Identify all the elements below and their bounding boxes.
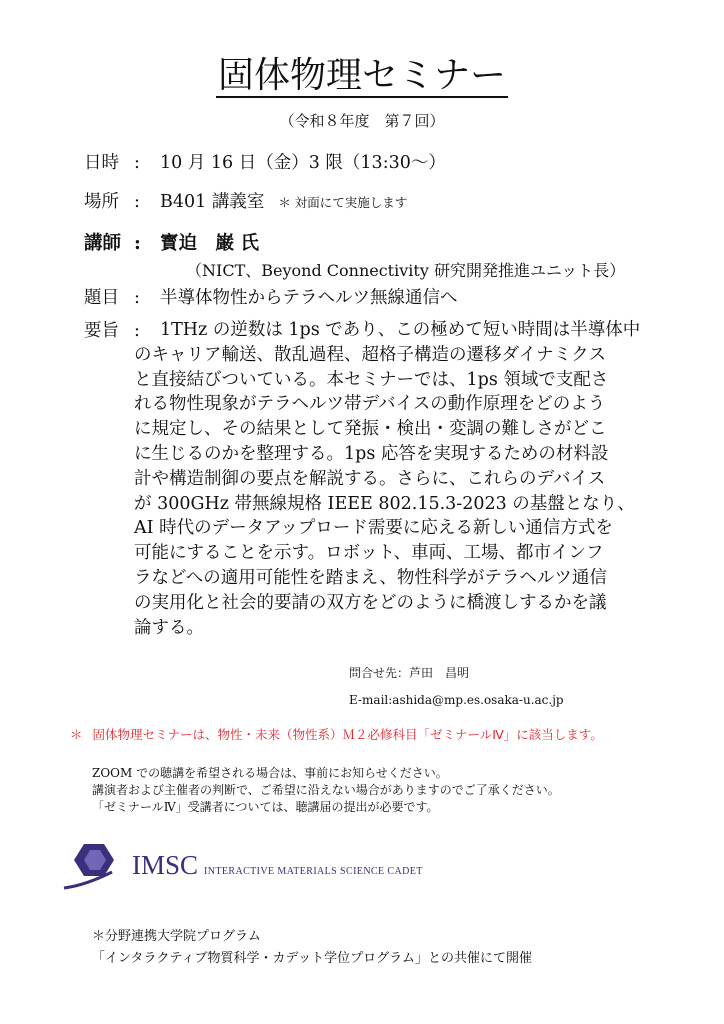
abstract-line: 1THz の逆数は 1ps であり、この極めて短い時間は半導体中 — [160, 320, 641, 340]
hexagon-logo-icon — [62, 842, 126, 890]
imsc-logo — [62, 842, 423, 894]
topic-label: 題目 — [84, 288, 119, 308]
datetime-colon: : — [134, 153, 140, 173]
place-note: ＊ 対面にて実施します — [278, 195, 408, 210]
abstract-body — [134, 318, 664, 640]
abstract-line: ラなどへの適用可能性を踏まえ、物性科学がテラヘルツ通信 — [134, 567, 607, 588]
speaker-affiliation: （NICT、Beyond Connectivity 研究開発推進ユニット長） — [186, 261, 626, 280]
seminar-notice — [70, 725, 603, 743]
abstract-line: と直接結びついている。本セミナーでは、1ps 領域で支配さ — [134, 369, 609, 390]
abstract-colon: : — [134, 321, 140, 341]
contact-email[interactable]: E-mail:ashida@mp.es.osaka-u.ac.jp — [349, 693, 564, 707]
contact-person: 問合せ先：芦田 昌明 — [349, 666, 470, 680]
topic-value: 半導体物性からテラヘルツ無線通信へ — [160, 288, 458, 308]
abstract-line: に規定し、その結果として発振・検出・変調の難しさがどこ — [134, 419, 607, 440]
datetime-label: 日時 — [84, 153, 119, 173]
zoom-note-line: 「ゼミナールⅣ」受講者については、聴講届の提出が必要です。 — [92, 800, 439, 814]
abstract-line: 論する。 — [134, 617, 204, 638]
abstract-label: 要旨 — [84, 321, 119, 341]
speaker-colon: : — [134, 233, 141, 254]
abstract-line: が 300GHz 帯無線規格 IEEE 802.15.3-2023 の基盤となり、 — [134, 493, 635, 514]
abstract-line: れる物性現象がテラヘルツ帯デバイスの動作原理をどのよう — [134, 394, 606, 415]
abstract-line: AI 時代のデータアップロード需要に応える新しい通信方式を — [134, 518, 613, 539]
abstract-line: の実用化と社会的要請の双方をどのように橋渡しするかを議 — [134, 592, 607, 613]
speaker-row — [0, 231, 724, 257]
program-line-2: 「インタラクティブ物質科学・カデット学位プログラム」との共催にて開催 — [92, 951, 533, 966]
place-row — [0, 189, 724, 215]
topic-row — [0, 285, 724, 311]
abstract-line: のキャリア輸送、散乱過程、超格子構造の遷移ダイナミクス — [134, 344, 606, 365]
topic-colon: : — [134, 288, 140, 308]
zoom-note-line: 講演者および主催者の判断で、ご希望に沿えない場合がありますのでご了承ください。 — [92, 783, 560, 797]
abstract-line: に生じるのかを整理する。1ps 応答を実現するための材料設 — [134, 443, 609, 464]
place-label: 場所 — [84, 192, 119, 212]
logo-subtitle: INTERACTIVE MATERIALS SCIENCE CADET — [204, 866, 423, 877]
datetime-row — [0, 150, 724, 176]
abstract-line: 計や構造制御の要点を解説する。さらに、これらのデバイス — [134, 468, 606, 489]
subtitle-year: （令和８年度 第７回） — [279, 112, 445, 130]
abstract-line: 可能にすることを示す。ロボット、車両、工場、都市インフ — [134, 543, 604, 564]
program-line-1: ＊分野連携大学院プログラム — [92, 929, 261, 944]
speaker-name: 寳迫 巌 氏 — [160, 233, 259, 254]
place-value: B401 講義室 — [160, 192, 265, 212]
datetime-value: 10 月 16 日（金）3 限（13:30〜） — [160, 153, 446, 173]
speaker-label: 講師 — [84, 233, 122, 254]
notice-star: ＊ — [70, 727, 83, 742]
place-colon: : — [134, 192, 140, 212]
page-title: 固体物理セミナー — [217, 55, 506, 96]
logo-name: IMSC — [132, 850, 199, 880]
notice-text: 固体物理セミナーは、物性・未来（物性系）Ｍ２必修科目「ゼミナールⅣ」に該当します。 — [92, 727, 603, 742]
zoom-note-line: ZOOM での聴講を希望される場合は、事前にお知らせください。 — [92, 766, 448, 780]
